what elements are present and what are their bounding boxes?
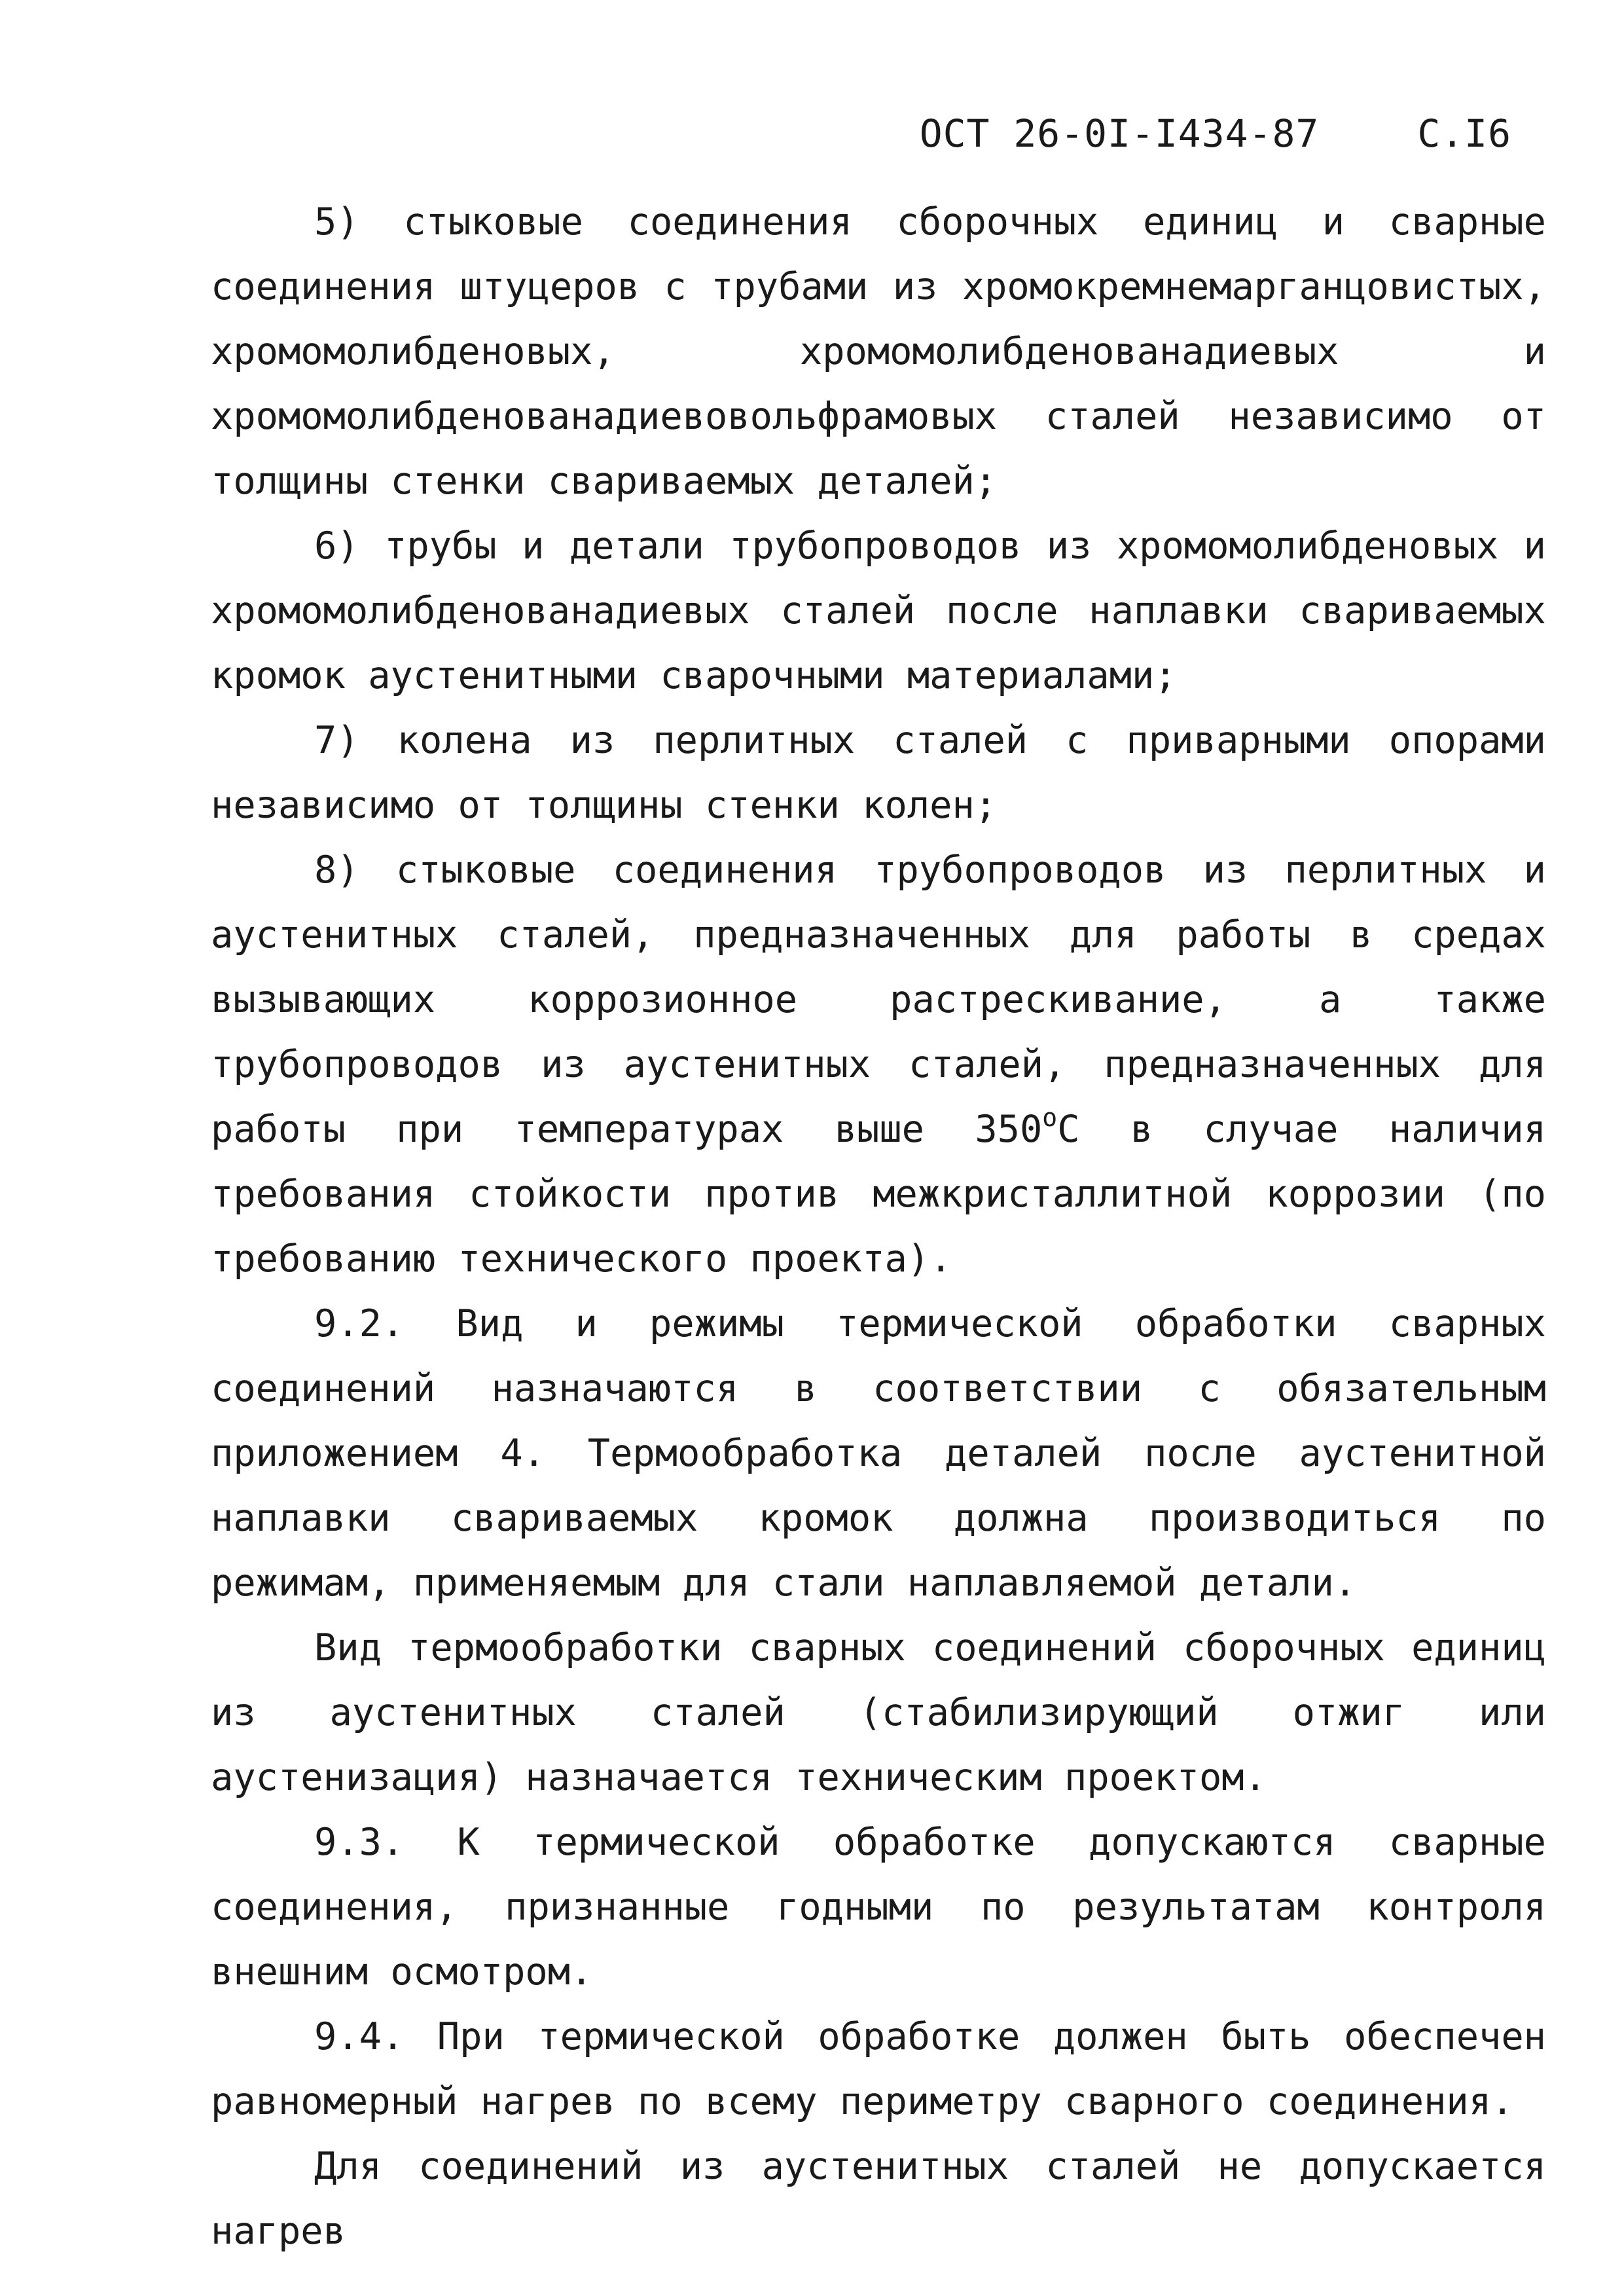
clause-9-2: 9.2. Вид и режимы термической обработки сварных соединений назначаются в соответствии с обязательным приложением 4. Термообработка деталей после аустенитной наплавки свариваемых кромок должна производиться по режимам, применяемым для стали наплавляемой детали. [211,1302,1546,1605]
clause-9-4-note: Для соединений из аустенитных сталей не допускается нагрев [211,2145,1546,2253]
document-number: ОСТ 26-0I-I434-87 [919,111,1320,156]
clause-9-4: 9.4. При термической обработке должен быть обеспечен равномерный нагрев по всему периметру сварного соединения. [211,2015,1546,2123]
list-item-6: 6) трубы и детали трубопроводов из хромомолибденовых и хромомолибденованадиевых сталей после наплавки свариваемых кромок аустенитными сварочными материалами; [211,524,1546,697]
list-item-8-tail: С в случае наличия требования стойкости против межкристаллитной коррозии (по требованию технического проекта). [211,1108,1546,1281]
list-item-8-text: 8) стыковые соединения трубопроводов из перлитных и аустенитных сталей, предназначенных для работы в средах вызывающих коррозионное растрескивание, а также трубопроводов из аустенитных сталей, предназначенных для работы при температурах выше 350 [211,848,1546,1151]
list-item-5: 5) стыковые соединения сборочных единиц и сварные соединения штуцеров с трубами из хромокремнемарганцовистых, хромомолибденовых, хромомолибденованадиевых и хромомолибденованадиевовольфрамовых сталей независимо от толщины стенки свариваемых деталей; [211,200,1546,503]
list-item-7: 7) колена из перлитных сталей с приварными опорами независимо от толщины стенки колен; [211,719,1546,827]
clause-9-2-note: Вид термообработки сварных соединений сборочных единиц из аустенитных сталей (стабилизирующий отжиг или аустенизация) назначается техническим проектом. [211,1626,1546,1799]
page-number: С.I6 [1417,111,1511,156]
body-text [211,190,1546,2264]
degree-sign: о [1042,1103,1058,1132]
list-item-8 [211,838,1546,1292]
clause-9-3: 9.3. К термической обработке допускаются сварные соединения, признанные годными по результатам контроля внешним осмотром. [211,1821,1546,1994]
page-header [920,111,1511,156]
